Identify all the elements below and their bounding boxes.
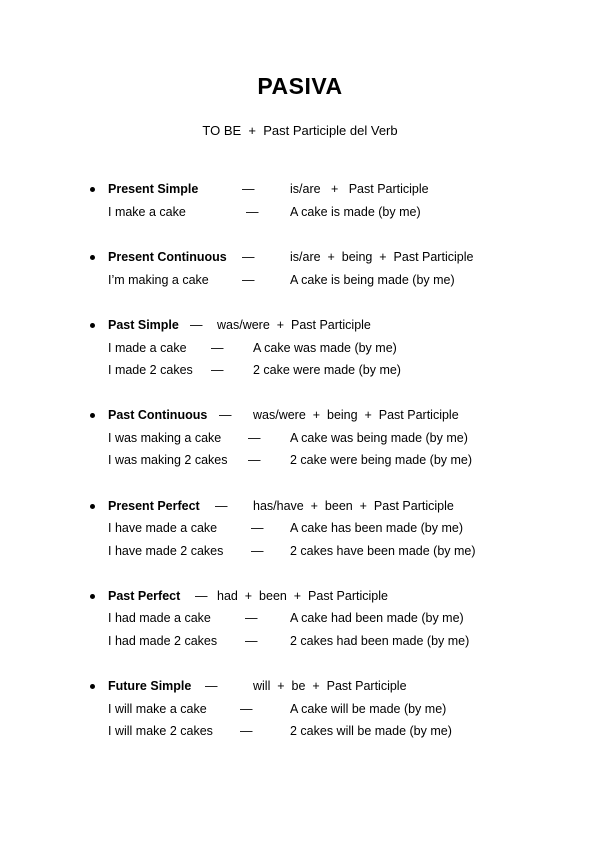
tense-formula: was/were + Past Participle — [217, 318, 371, 332]
active-sentence: I had made 2 cakes — [108, 634, 218, 648]
passive-sentence: A cake will be made (by me) — [290, 702, 447, 716]
example-row — [0, 429, 600, 447]
tense-formula: has/have + been + Past Participle — [253, 499, 454, 513]
active-sentence: I make a cake — [108, 205, 186, 219]
dash: — — [211, 341, 224, 355]
dash: — — [242, 182, 255, 196]
dash: — — [240, 702, 253, 716]
dash: — — [245, 634, 258, 648]
dash: — — [195, 589, 208, 603]
tense-name: Present Simple — [108, 182, 199, 196]
tense-formula: was/were + being + Past Participle — [253, 408, 459, 422]
dash: — — [251, 521, 264, 535]
active-sentence: I was making 2 cakes — [108, 453, 228, 467]
dash: — — [246, 205, 259, 219]
dash: — — [248, 431, 261, 445]
active-sentence: I made 2 cakes — [108, 363, 193, 377]
example-row — [0, 519, 600, 537]
passive-sentence: 2 cakes had been made (by me) — [290, 634, 470, 648]
active-sentence: I’m making a cake — [108, 273, 209, 287]
dash: — — [245, 611, 258, 625]
dash: — — [205, 679, 218, 693]
example-row — [0, 339, 600, 357]
passive-sentence: A cake is made (by me) — [290, 205, 421, 219]
dash: — — [190, 318, 203, 332]
passive-sentence: A cake has been made (by me) — [290, 521, 464, 535]
dash: — — [251, 544, 264, 558]
tense-name: Future Simple — [108, 679, 192, 693]
passive-sentence: 2 cake were being made (by me) — [290, 453, 473, 467]
example-row — [0, 609, 600, 627]
passive-sentence: A cake had been made (by me) — [290, 611, 464, 625]
example-row — [0, 722, 600, 740]
tense-formula: is/are + being + Past Participle — [290, 250, 474, 264]
page-title: PASIVA — [257, 73, 343, 99]
page-subtitle: TO BE + Past Participle del Verb — [202, 123, 398, 138]
section-header — [0, 677, 600, 695]
tense-formula: is/are + Past Participle — [290, 182, 429, 196]
passive-sentence: A cake is being made (by me) — [290, 273, 455, 287]
dash: — — [219, 408, 232, 422]
passive-sentence: A cake was being made (by me) — [290, 431, 468, 445]
active-sentence: I was making a cake — [108, 431, 222, 445]
dash: — — [211, 363, 224, 377]
active-sentence: I made a cake — [108, 341, 187, 355]
example-row — [0, 271, 600, 289]
dash: — — [248, 453, 261, 467]
passive-sentence: A cake was made (by me) — [253, 341, 397, 355]
example-row — [0, 700, 600, 718]
dash: — — [242, 273, 255, 287]
example-row — [0, 361, 600, 379]
tense-name: Past Perfect — [108, 589, 181, 603]
passive-sentence: 2 cakes have been made (by me) — [290, 544, 476, 558]
example-row — [0, 203, 600, 221]
active-sentence: I will make 2 cakes — [108, 724, 213, 738]
dash: — — [242, 250, 255, 264]
section-header — [0, 180, 600, 198]
active-sentence: I have made 2 cakes — [108, 544, 224, 558]
example-row — [0, 632, 600, 650]
active-sentence: I will make a cake — [108, 702, 207, 716]
tense-formula: will + be + Past Participle — [253, 679, 407, 693]
active-sentence: I have made a cake — [108, 521, 218, 535]
example-row — [0, 542, 600, 560]
example-row — [0, 451, 600, 469]
tense-name: Past Simple — [108, 318, 179, 332]
active-sentence: I had made a cake — [108, 611, 211, 625]
dash: — — [215, 499, 228, 513]
passive-sentence: 2 cake were made (by me) — [253, 363, 401, 377]
section-header — [0, 316, 600, 334]
tense-name: Present Continuous — [108, 250, 227, 264]
tense-formula: had + been + Past Participle — [217, 589, 388, 603]
dash: — — [240, 724, 253, 738]
section-header — [0, 406, 600, 424]
section-header — [0, 497, 600, 515]
section-header — [0, 248, 600, 266]
tense-name: Past Continuous — [108, 408, 208, 422]
section-header — [0, 587, 600, 605]
tense-name: Present Perfect — [108, 499, 200, 513]
passive-sentence: 2 cakes will be made (by me) — [290, 724, 452, 738]
